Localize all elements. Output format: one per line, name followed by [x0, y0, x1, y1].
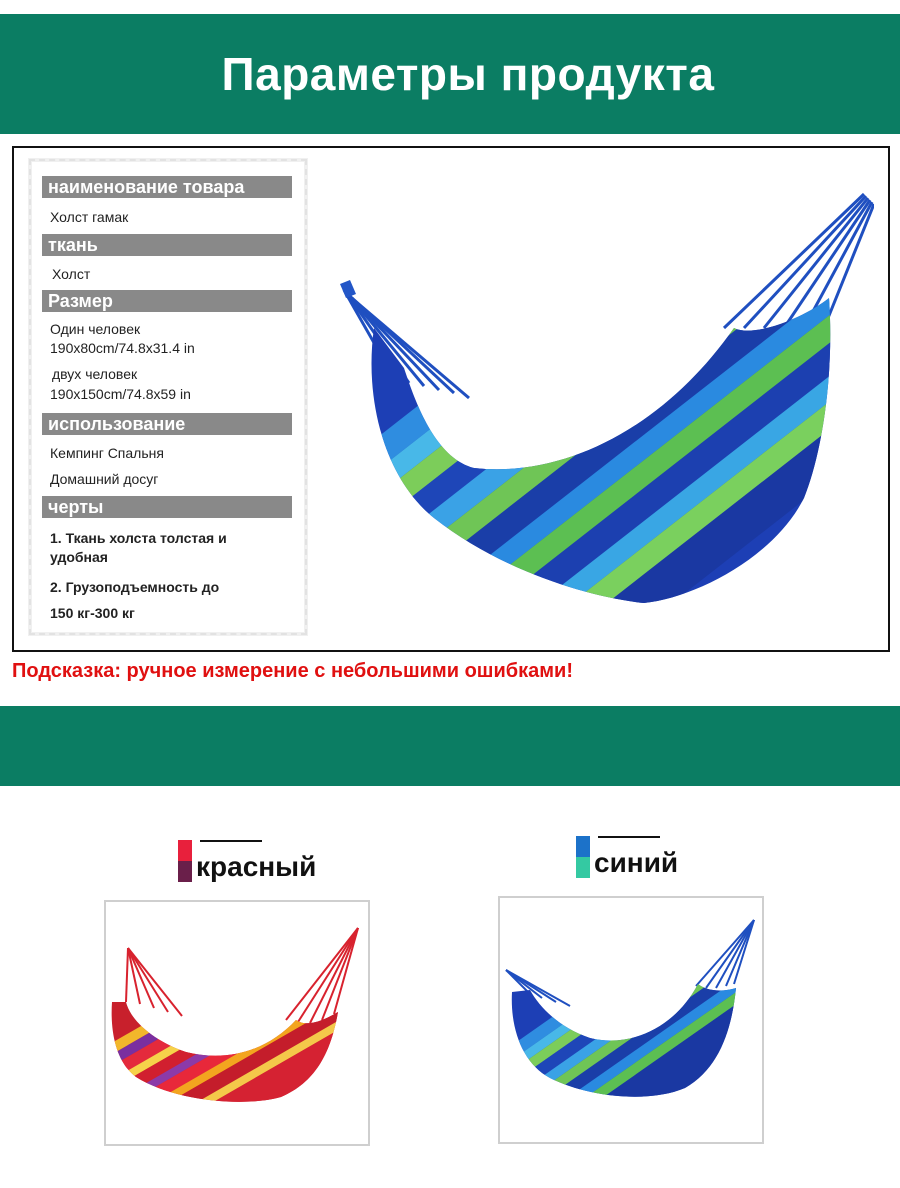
- spec-heading-size: Размер: [42, 290, 292, 312]
- variant-blue-label: синий: [594, 847, 679, 878]
- spec-feature-1-line2: удобная: [50, 549, 108, 565]
- spec-size-double-label: двух человек: [52, 366, 138, 382]
- spec-heading-name: наименование товара: [42, 176, 292, 198]
- product-parameters-frame: [12, 146, 890, 652]
- variant-blue-image[interactable]: [498, 896, 764, 1144]
- variant-red-label: красный: [196, 851, 317, 882]
- spec-heading-usage: использование: [42, 413, 292, 435]
- red-swatch-icon: [178, 840, 192, 882]
- spec-size-single-value: 190x80cm/74.8x31.4 in: [50, 340, 195, 356]
- measurement-hint: Подсказка: ручное измерение с небольшими ошибками!: [12, 660, 573, 682]
- spec-size-double-value: 190x150cm/74.8x59 in: [50, 386, 191, 402]
- spec-fabric-value: Холст: [52, 266, 91, 282]
- variant-red-title: [178, 836, 316, 882]
- spec-name-value: Холст гамак: [50, 209, 129, 225]
- hammock-red-image: [106, 902, 368, 1144]
- blue-swatch-top: [576, 836, 590, 857]
- divider-banner: [0, 706, 900, 786]
- spec-usage-2: Домашний досуг: [50, 471, 159, 487]
- page-title: Параметры продукта: [221, 48, 715, 100]
- spec-usage-1: Кемпинг Спальня: [50, 445, 164, 461]
- red-swatch-bottom: [178, 861, 192, 882]
- spec-feature-1-line1: 1. Ткань холста толстая и: [50, 530, 227, 546]
- spec-size-single-label: Один человек: [50, 321, 141, 337]
- blue-swatch-bottom: [576, 857, 590, 878]
- blue-swatch-icon: [576, 836, 590, 878]
- hammock-blue-image: [334, 178, 874, 618]
- spec-feature-2-line1: 2. Грузоподъемность до: [50, 579, 220, 595]
- header-banner: [0, 14, 900, 134]
- spec-heading-fabric: ткань: [42, 234, 292, 256]
- variant-red-image[interactable]: [104, 900, 370, 1146]
- hammock-blue-small-image: [500, 898, 762, 1142]
- spec-feature-2-line2: 150 кг-300 кг: [50, 605, 135, 621]
- spec-heading-features: черты: [42, 496, 292, 518]
- variant-blue-title: [576, 832, 678, 878]
- red-swatch-top: [178, 840, 192, 861]
